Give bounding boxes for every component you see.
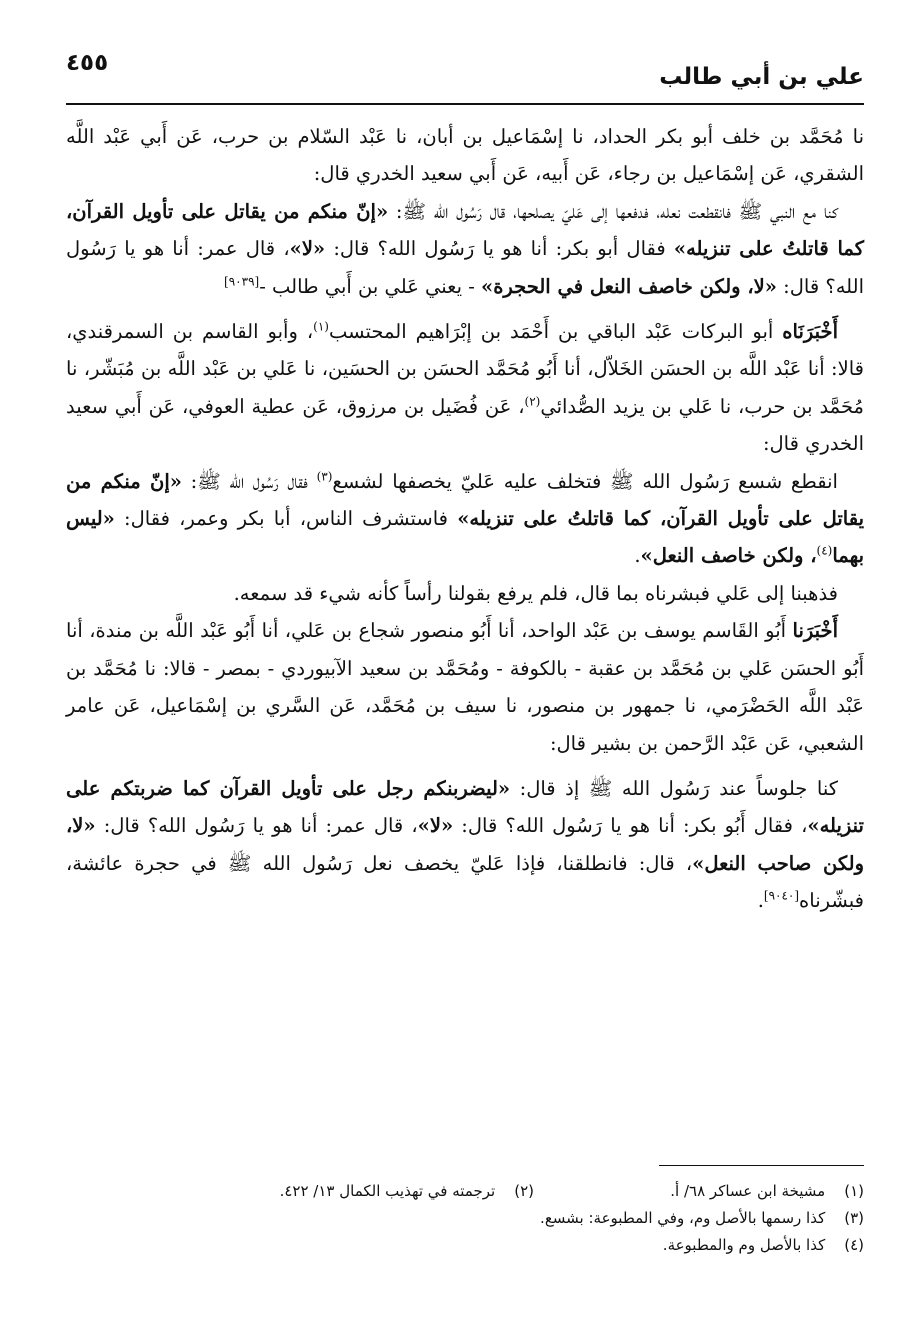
footnote-4 [66,1232,864,1259]
text-run: . [634,544,641,568]
bold-text-run: «لا» [289,237,326,261]
footnote-reference: (١) [313,319,329,334]
bold-text-run: «لا، ولكن صاحب النعل» [66,814,864,875]
text-run: فذهبنا إلى عَلي فبشرناه بما قال، فلم يرفع بقولنا رأساً كأنه شيء قد سمعه. [233,581,838,605]
bold-text-run: «إنّ منكم من يقاتل على تأويل القرآن، كما قاتلتُ على تنزيله» [66,469,864,531]
bold-text-run: «لا» [417,814,454,838]
footnote-1 [534,1178,864,1205]
footnote-reference: (٢) [524,394,541,409]
header-rule [66,103,864,105]
hadith-number: [٩٠٤٠] [763,888,800,903]
footnote-number: (٢) [514,1182,534,1200]
footnote-row [66,1178,864,1205]
text-run: ، فقال أَبُو بكر: أنا هو يا رَسُول الله؟ قال: [453,814,808,838]
text-run: كنا مع النبي ﷺ فانقطعت نعله، فدفعها إلى عَليّ يصلحها، قال رَسُول الله ﷺ: [388,199,838,223]
paragraph [66,313,864,463]
paragraph [66,193,864,305]
paragraph [66,612,864,762]
text-run: فاستشرف الناس، أبا بكر وعمر، فقال: [114,507,458,531]
footnote-text: كذا بالأصل وم والمطبوعة. [662,1236,826,1254]
text-run: فقال أبو بكر: أنا هو يا رَسُول الله؟ قال: [325,237,674,261]
bold-text-run: أَخْبَرَنا [792,619,838,643]
bold-text-run: «إنّ منكم من يقاتل على تأويل القرآن، كما قاتلتُ على تنزيله» [66,199,864,261]
paragraph [66,575,864,612]
text-run: ، قال عمر: أنا هو يا رَسُول الله؟ قال: [95,814,418,838]
paragraph [66,770,864,920]
bold-text-run: «ليضربنكم رجل على تأويل القرآن كما ضربتكم على تنزيله» [66,776,864,838]
page-header [66,50,864,100]
footnote-number: (٤) [844,1236,864,1254]
bold-text-run: «ليس بهما [66,507,864,568]
footnote-rule [659,1165,864,1166]
footnote-text: ترجمته في تهذيب الكمال ١٣/ ٤٢٢. [279,1182,496,1200]
footnote-number: (١) [844,1182,864,1200]
text-run: أَبُو القَاسم يوسف بن عَبْد الواحد، أنا أَبُو منصور شجاع بن عَلي، أنا أَبُو عَبْد اللَّه بن مندة، أنا أَبُو الحسَن عَلي بن مُحَمَّد بن عقبة - بالكوفة - ومُحَمَّد بن سعيد الآبيوردي - بمصر - قالا: نا مُحَمَّد بن عَبْد اللَّه الحَضْرَمي، نا جمهور بن منصور، نا سيف بن مُحَمَّد، عَن السَّري بن إسْمَاعيل، عَن عامر الشعبي، عَن عَبْد الرَّحمن بن بشير قال: [66,619,864,755]
main-text [66,118,864,920]
footnote-number: (٣) [844,1209,864,1227]
footnote-2 [280,1178,534,1205]
footnote-3 [66,1205,864,1232]
text-run: - يعني عَلي بن أَبي طالب - [259,274,482,298]
text-run: نا مُحَمَّد بن خلف أبو بكر الحداد، نا إسْمَاعيل بن أبان، نا عَبْد السّلام بن حرب، عَن أَبي عَبْد اللَّه الشقري، عَن إسْمَاعيل بن رجاء، عَن أَبيه، عَن أَبي سعيد الخدري قال: [66,125,864,186]
footnote-reference: (٤) [816,543,833,558]
running-title: علي بن أبي طالب [659,64,864,90]
text-run: فقال رَسُول الله ﷺ: [181,469,317,493]
hadith-number: [٩٠٣٩] [224,274,260,289]
text-run: انقطع شسع رَسُول الله ﷺ فتخلف عليه عَليّ يخصفها لشسع [332,469,838,493]
footnote-text: كذا رسمها بالأصل وم، وفي المطبوعة: بشسع. [540,1209,826,1227]
paragraph [66,463,864,575]
bold-text-run: «لا، ولكن خاصف النعل في الحجرة» [481,274,777,298]
text-run: . [757,889,764,913]
paragraph [66,118,864,193]
bold-text-run: ، ولكن خاصف النعل» [640,544,817,568]
text-run: ، قال عمر: أنا هو يا رَسُول الله؟ قال: [66,237,864,298]
footnotes [66,1178,864,1259]
bold-text-run: أَخْبَرَنَاه [782,320,838,344]
text-run: ، وأبو القاسم بن السمرقندي، قالا: أنا عَبْد اللَّه بن الحسَن الخَلاّل، أنا أَبُو مُحَمَّد الحسَن بن الحسَين، نا عَلي بن عَبْد اللَّه بن مُبَشّر، نا مُحَمَّد بن حرب، نا عَلي بن يزيد الصُّدائي [66,320,864,418]
footnote-reference: (٣) [316,469,333,484]
page-number: ٤٥٥ [66,50,109,76]
text-run: ، قال: فانطلقنا، فإذا عَليّ يخصف نعل رَسُول الله ﷺ في حجرة عائشة، فبشّرناه [66,851,864,913]
text-run: كنا جلوساً عند رَسُول الله ﷺ إذ قال: [510,776,838,800]
footnote-text: مشيخة ابن عساكر ٦٨/ أ. [670,1182,826,1200]
text-run: ، عَن فُضَيل بن مرزوق، عَن عطية العوفي، عَن أَبي سعيد الخدري قال: [66,394,864,456]
text-run: أبو البركات عَبْد الباقي بن أَحْمَد بن إبْرَاهيم المحتسب [328,320,783,344]
